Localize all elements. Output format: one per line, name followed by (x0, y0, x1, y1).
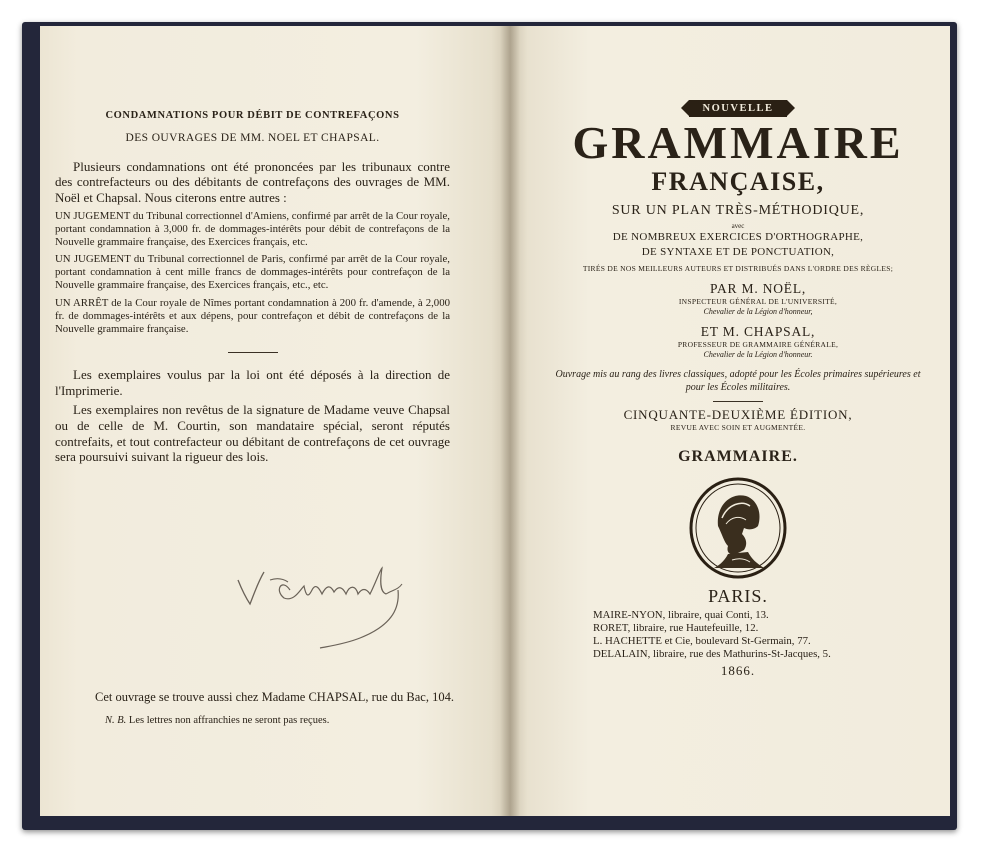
author-noel-honor: Chevalier de la Légion d'honneur, (703, 307, 813, 316)
edition-line: CINQUANTE-DEUXIÈME ÉDITION, (623, 407, 853, 422)
signature-notice-paragraph: Les exemplaires non revêtus de la signature de Madame veuve Chapsal ou de celle de M. Courtin, son mandataire spécial, seront réputés contrefaits, et tout contrefacteur ou débitant de contrefaçons de cet ouvrage sera poursuivi suivant la rigueur des lois. (55, 402, 450, 465)
banner-wrap (548, 100, 928, 117)
nouvelle-banner: NOUVELLE (689, 100, 788, 117)
author-chapsal-honor: Chevalier de la Légion d'honneur. (703, 350, 813, 359)
book-subtitle: FRANÇAISE, (651, 167, 825, 196)
nb-note (95, 714, 455, 727)
left-footer (95, 690, 455, 727)
publisher-line: DELALAIN, libraire, rue des Mathurins-St-Jacques, 5. (593, 648, 831, 660)
author-noel-role: INSPECTEUR GÉNÉRAL DE L'UNIVERSITÉ, (678, 297, 838, 306)
left-heading: CONDAMNATIONS POUR DÉBIT DE CONTREFAÇONS (105, 110, 400, 121)
title-separator (713, 401, 763, 402)
left-page-text (55, 110, 450, 469)
footer-address: Cet ouvrage se trouve aussi chez Madame CHAPSAL, rue du Bac, 104. (95, 690, 454, 704)
publisher-list (593, 609, 883, 661)
plan-line: SUR UN PLAN TRÈS-MÉTHODIQUE, (611, 203, 865, 218)
publisher-line: RORET, libraire, rue Hautefeuille, 12. (593, 622, 759, 634)
author-chapsal-role: PROFESSEUR DE GRAMMAIRE GÉNÉRALE, (677, 340, 839, 349)
publisher-line: L. HACHETTE et Cie, boulevard St-Germain, 77. (593, 635, 811, 647)
author-chapsal: ET M. CHAPSAL, (700, 324, 816, 339)
publisher-line: MAIRE-NYON, libraire, quai Conti, 13. (593, 609, 769, 621)
judgment-amiens: UN JUGEMENT du Tribunal correctionnel d'Amiens, confirmé par arrêt de la Cour royale, portant condamnation à 3,000 fr. de dommages-intérêts pour débit de contrefaçons de la Nouvelle grammaire française, des Exercices français, etc. (55, 209, 450, 248)
left-subheading: DES OUVRAGES DE MM. NOEL ET CHAPSAL. (125, 131, 380, 144)
nb-label: N. B. (105, 714, 127, 726)
minerva-medallion-icon (688, 476, 788, 580)
separator-rule (228, 352, 278, 353)
avec-line: avec (731, 222, 745, 230)
tires-line: TIRÉS DE NOS MEILLEURS AUTEURS ET DISTRIBUÉS DANS L'ORDRE DES RÈGLES; (582, 264, 894, 273)
author-noel: PAR M. NOËL, (709, 281, 807, 296)
judgment-nimes: UN ARRÊT de la Cour royale de Nîmes portant condamnation à 200 fr. d'amende, à 2,000 fr. de dommages-intérêts et aux dépens, pour contrefaçon et débit de contrefaçons de la Nouvelle grammaire française. (55, 296, 450, 335)
year-line: 1866. (720, 663, 756, 678)
book-gutter (500, 26, 520, 816)
handwritten-signature (230, 560, 420, 650)
exercises-line-2: DE SYNTAXE ET DE PONCTUATION, (641, 246, 835, 258)
judgment-paris: UN JUGEMENT du Tribunal correctionnel de Paris, confirmé par arrêt de la Cour royale, portant condamnation à cent mille francs de dommages-intérêts pour contrefaçon de la Nouvelle grammaire française, des Exercices français, etc., etc. (55, 253, 450, 292)
city-line: PARIS. (708, 586, 768, 606)
section-title: GRAMMAIRE. (678, 448, 798, 465)
book-title: GRAMMAIRE (572, 117, 904, 168)
revue-line: REVUE AVEC SOIN ET AUGMENTÉE. (670, 423, 806, 432)
intro-paragraph: Plusieurs condamnations ont été prononcées par les tribunaux contre des contrefacteurs ou des débitants de contrefaçons des ouvrages de MM. Noël et Chapsal. Nous citerons entre autres : (55, 158, 450, 205)
title-page (548, 100, 928, 679)
classic-note: Ouvrage mis au rang des livres classiques, adopté pour les Écoles primaires supérieures et pour les Écoles militaires. (555, 369, 921, 393)
medallion-wrap (548, 476, 928, 580)
deposit-paragraph: Les exemplaires voulus par la loi ont été déposés à la direction de l'Imprimerie. (55, 367, 450, 398)
exercises-line-1: DE NOMBREUX EXERCICES D'ORTHOGRAPHE, (612, 231, 864, 243)
nb-text: Les lettres non affranchies ne seront pas reçues. (128, 714, 330, 726)
